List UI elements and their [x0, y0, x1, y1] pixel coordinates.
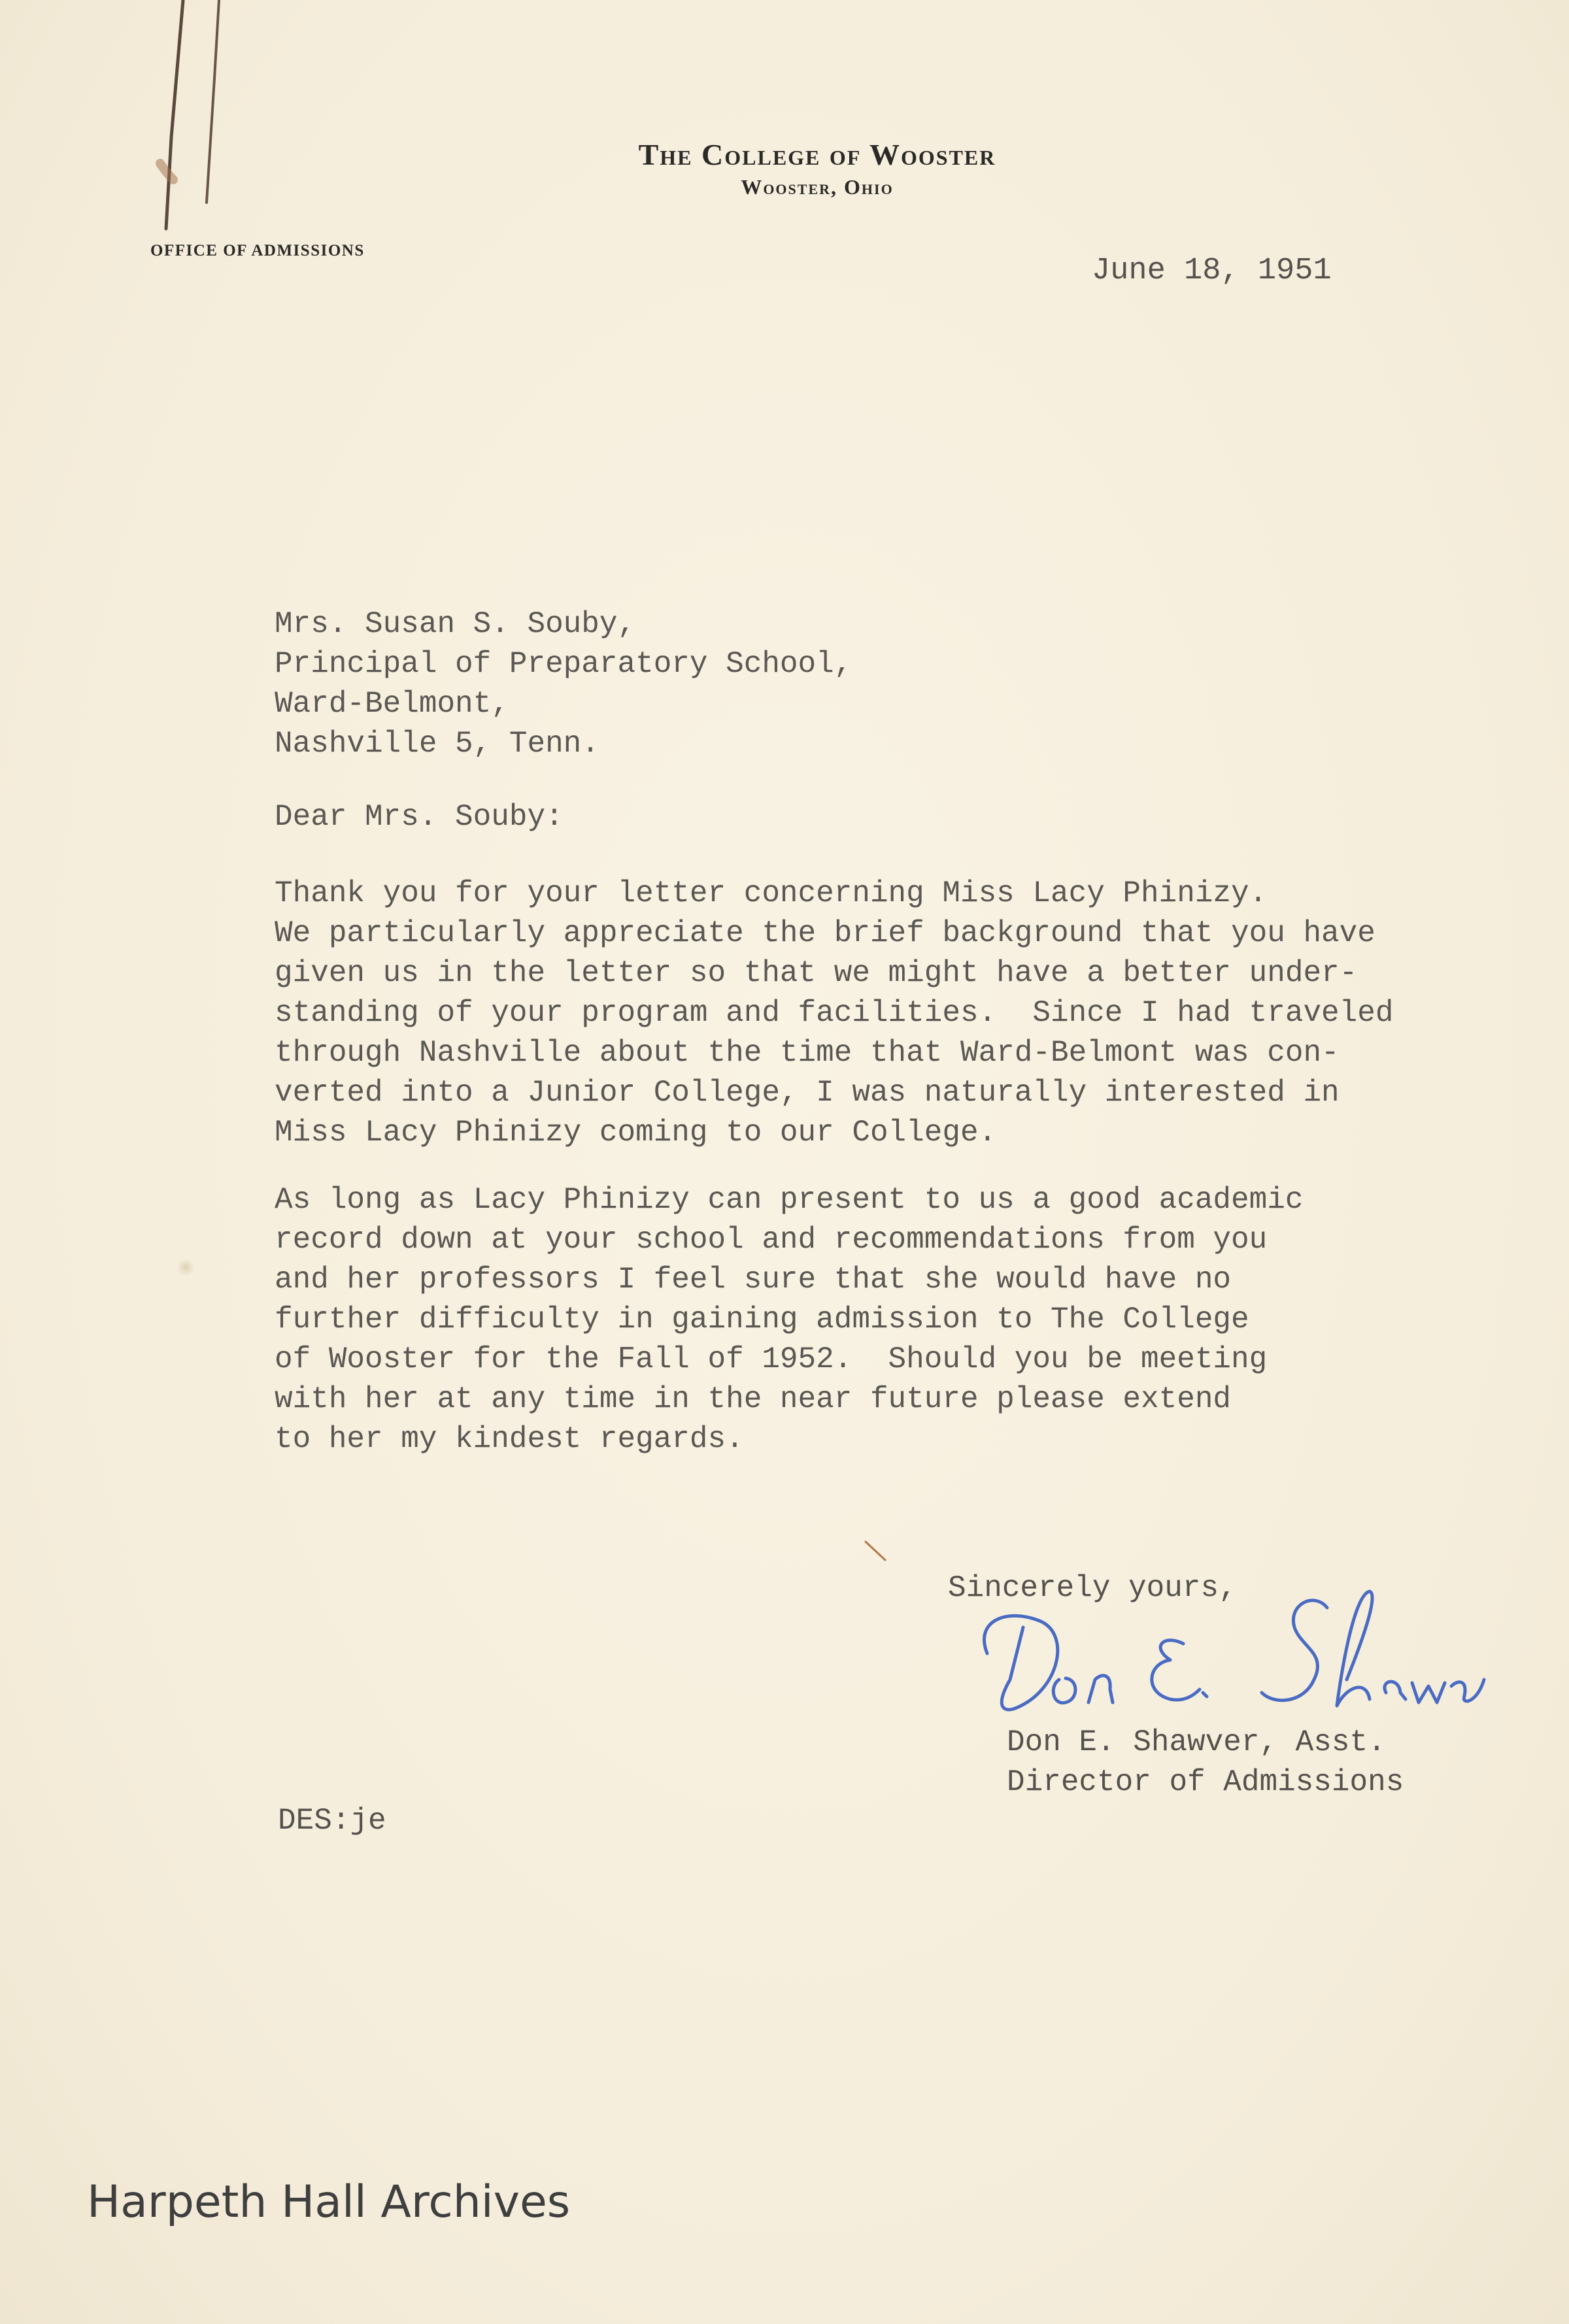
- recipient-line: Ward-Belmont,: [275, 687, 509, 721]
- archive-watermark: Harpeth Hall Archives: [87, 2176, 571, 2228]
- pen-stroke-marks: [144, 0, 248, 248]
- body-line: of Wooster for the Fall of 1952. Should you be meeting: [275, 1342, 1268, 1376]
- body-paragraph-1: [275, 874, 1393, 1153]
- body-line: through Nashville about the time that Ward-Belmont was con-: [275, 1036, 1340, 1070]
- letterhead-office: OFFICE OF ADMISSIONS: [150, 242, 365, 259]
- body-line: record down at your school and recommendations from you: [275, 1223, 1268, 1257]
- signer-name: Don E. Shawver, Asst.: [1007, 1725, 1386, 1759]
- salutation: Dear Mrs. Souby:: [275, 800, 564, 834]
- body-line: verted into a Junior College, I was naturally interested in: [275, 1076, 1340, 1110]
- body-line: Thank you for your letter concerning Miss Lacy Phinizy.: [275, 876, 1268, 910]
- signer-position: Director of Admissions: [1007, 1765, 1404, 1799]
- body-line: We particularly appreciate the brief background that you have: [275, 916, 1375, 950]
- recipient-address: [275, 605, 852, 764]
- body-line: with her at any time in the near future please extend: [275, 1382, 1232, 1416]
- letterhead-institution: The College of Wooster: [638, 138, 996, 171]
- recipient-line: Nashville 5, Tenn.: [275, 727, 599, 761]
- body-line: further difficulty in gaining admission to The College: [275, 1303, 1249, 1336]
- recipient-line: Mrs. Susan S. Souby,: [275, 607, 636, 641]
- body-line: given us in the letter so that we might have a better under-: [275, 956, 1358, 990]
- body-line: As long as Lacy Phinizy can present to us a good academic: [275, 1183, 1304, 1217]
- letter-date: June 18, 1951: [1092, 254, 1332, 288]
- body-line: and her professors I feel sure that she would have no: [275, 1263, 1232, 1297]
- signer-block: [1007, 1723, 1404, 1802]
- body-paragraph-2: [275, 1180, 1303, 1459]
- small-pen-tick: [863, 1539, 889, 1565]
- handwritten-signature: [961, 1582, 1497, 1738]
- reference-initials: DES:je: [278, 1804, 386, 1838]
- paper-smudge: [177, 1258, 195, 1276]
- letterhead-location: Wooster, Ohio: [741, 175, 894, 199]
- body-line: Miss Lacy Phinizy coming to our College.: [275, 1116, 997, 1150]
- recipient-line: Principal of Preparatory School,: [275, 647, 852, 681]
- closing: Sincerely yours,: [948, 1571, 1237, 1605]
- body-line: standing of your program and facilities. Since I had traveled: [275, 996, 1394, 1030]
- body-line: to her my kindest regards.: [275, 1422, 744, 1456]
